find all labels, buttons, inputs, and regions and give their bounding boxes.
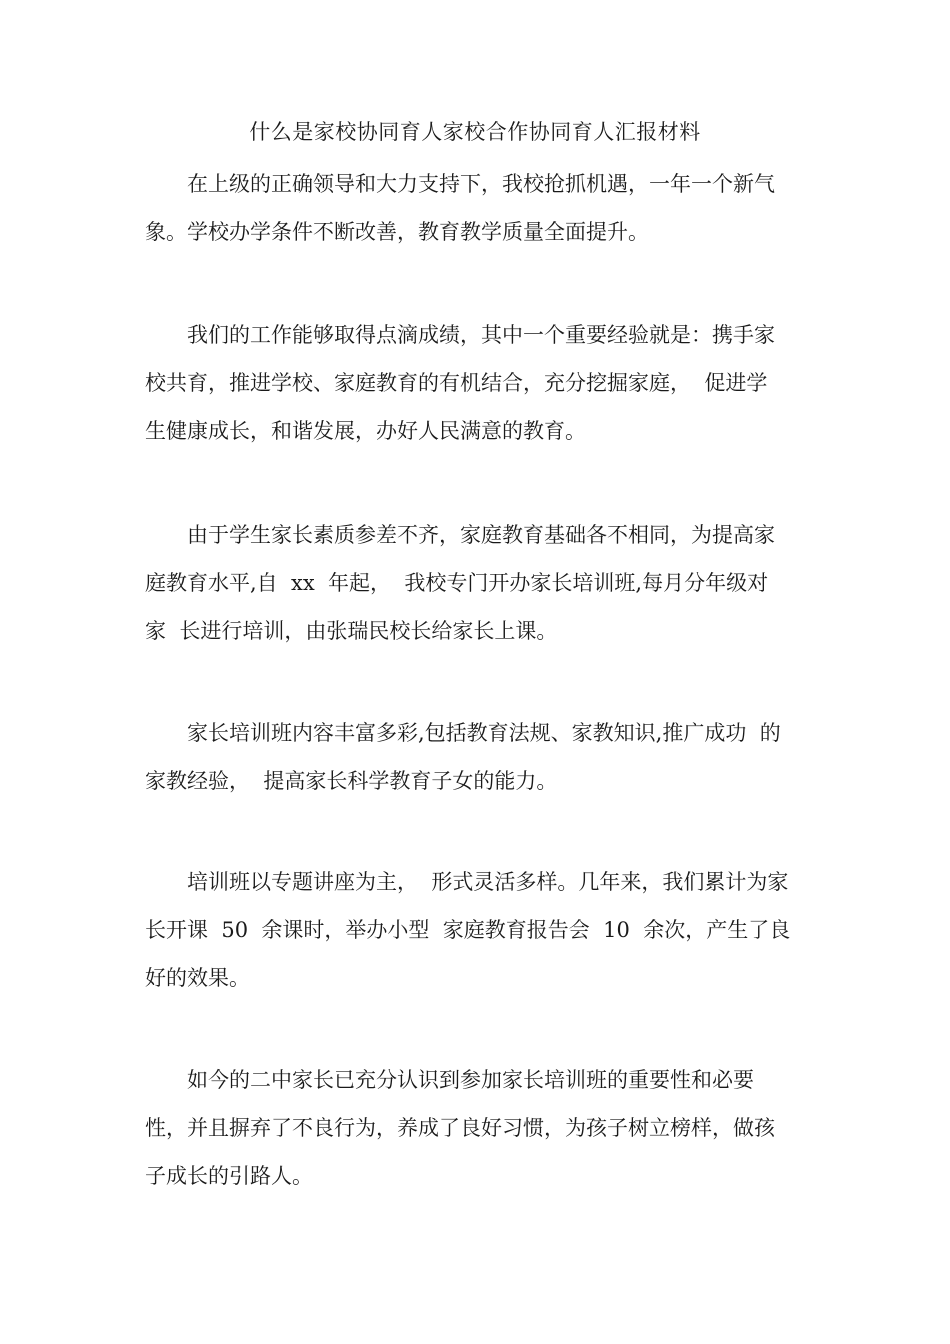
paragraph-line: 在上级的正确领导和大力支持下，我校抢抓机遇，一年一个新气 — [145, 172, 775, 196]
paragraph-line: 校共育，推进学校、家庭教育的有机结合，充分挖掘家庭， 促进学 — [145, 371, 768, 395]
paragraph-line: 由于学生家长素质参差不齐，家庭教育基础各不相同，为提高家 — [145, 523, 775, 547]
paragraph-1 — [145, 160, 805, 256]
paragraph-line: 象。学校办学条件不断改善，教育教学质量全面提升。 — [145, 220, 649, 244]
paragraph-5 — [145, 858, 805, 1002]
paragraph-line: 家教经验， 提高家长科学教育子女的能力。 — [145, 769, 558, 793]
paragraph-2 — [145, 311, 805, 455]
paragraph-6 — [145, 1056, 805, 1200]
paragraph-line: 子成长的引路人。 — [145, 1164, 313, 1188]
paragraph-line: 性，并且摒弃了不良行为，养成了良好习惯，为孩子树立榜样，做孩 — [145, 1116, 775, 1140]
paragraph-line: 如今的二中家长已充分认识到参加家长培训班的重要性和必要 — [145, 1068, 754, 1092]
paragraph-4 — [145, 709, 805, 805]
paragraph-3 — [145, 511, 805, 655]
paragraph-line: 我们的工作能够取得点滴成绩，其中一个重要经验就是：携手家 — [145, 323, 775, 347]
paragraph-line: 培训班以专题讲座为主， 形式灵活多样。几年来，我们累计为家 — [145, 870, 789, 894]
paragraph-line: 长开课 50 余课时，举办小型 家庭教育报告会 10 余次，产生了良 — [145, 918, 791, 942]
paragraph-line: 好的效果。 — [145, 966, 250, 990]
paragraph-line: 庭教育水平,自 xx 年起， 我校专门开办家长培训班,每月分年级对 — [145, 571, 769, 595]
paragraph-line: 家 长进行培训，由张瑞民校长给家长上课。 — [145, 619, 558, 643]
paragraph-line: 家长培训班内容丰富多彩,包括教育法规、家教知识,推广成功 的 — [145, 721, 781, 745]
paragraph-line: 生健康成长，和谐发展，办好人民满意的教育。 — [145, 419, 586, 443]
document-title: 什么是家校协同育人家校合作协同育人汇报材料 — [249, 120, 701, 144]
